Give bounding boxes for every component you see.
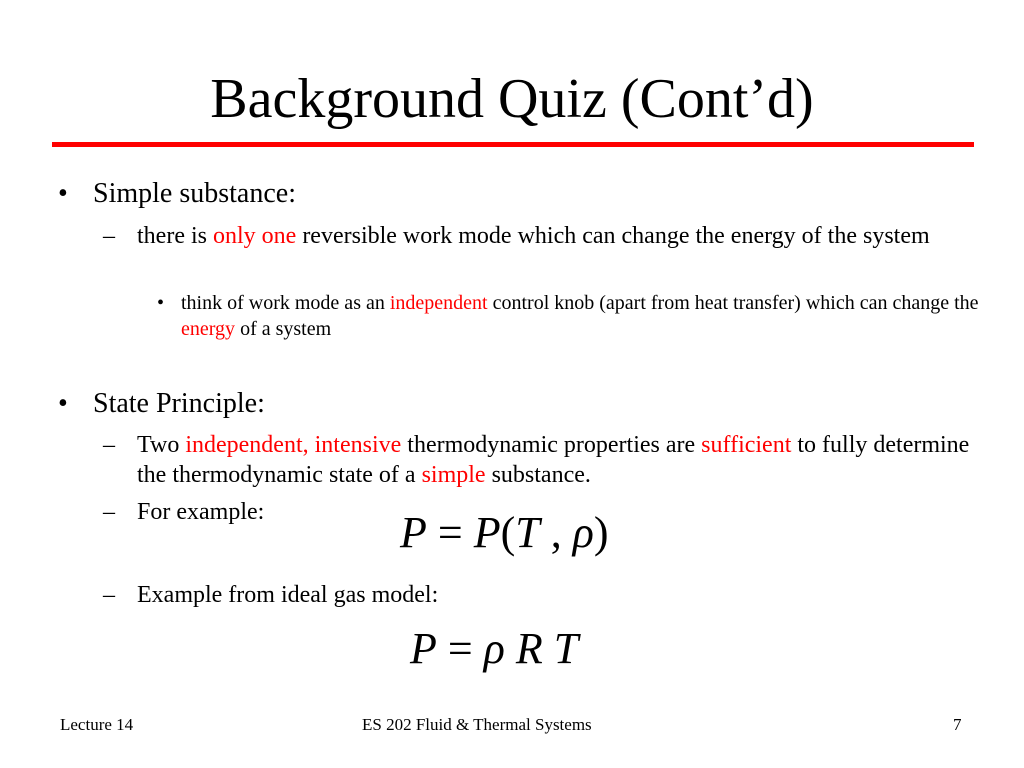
eq-symbol: T (515, 508, 540, 557)
equation-ideal-gas (410, 624, 578, 674)
subbullet-only-one (103, 221, 983, 251)
text-run: to fully determine the thermodynamic state of a (137, 432, 970, 488)
highlight-energy: energy (181, 318, 236, 340)
eq-operator: = (436, 624, 484, 673)
eq-symbol: P (410, 624, 437, 673)
eq-operator: = (426, 508, 474, 557)
eq-symbol: T (542, 624, 579, 673)
eq-symbol: P (400, 508, 427, 557)
eq-symbol: R (504, 624, 543, 673)
highlight-only-one: only one (212, 223, 297, 249)
subsubbullet-control-knob (157, 290, 987, 342)
footer-course: ES 202 Fluid & Thermal Systems (362, 715, 592, 734)
highlight-simple: simple (421, 462, 486, 488)
text-run: control knob (apart from heat transfer) which can change the (487, 292, 979, 314)
text-run: Two (137, 432, 186, 458)
dash-marker: – (103, 432, 115, 458)
dash-marker: – (103, 223, 115, 249)
text-run: there is (137, 223, 213, 249)
bullet-marker: • (58, 178, 68, 209)
highlight-independent-intensive: independent, intensive (185, 432, 402, 458)
eq-paren: ) (593, 508, 609, 557)
eq-symbol: P (473, 508, 501, 557)
title-underline (52, 142, 974, 147)
eq-paren: ( (500, 508, 516, 557)
text-run: of a system (235, 318, 332, 340)
dash-marker: – (103, 499, 115, 525)
subbullet-text: Example from ideal gas model: (137, 582, 439, 608)
text-run: reversible work mode which can change the energy of the system (296, 223, 930, 249)
bullet-text: Simple substance: (93, 178, 296, 209)
subbullet-text: For example: (137, 499, 265, 525)
slide-title: Background Quiz (Cont’d) (210, 68, 814, 130)
bullet-marker: • (58, 388, 68, 419)
dash-marker: – (103, 582, 115, 608)
subsubbullet-text (181, 290, 987, 342)
subbullet-text (137, 221, 983, 251)
text-run: thermodynamic properties are (401, 432, 702, 458)
subbullet-ideal-gas (103, 580, 983, 610)
eq-comma: , (539, 508, 573, 557)
subbullet-two-properties (103, 430, 983, 490)
highlight-independent: independent (389, 292, 488, 314)
eq-symbol: ρ (483, 624, 505, 673)
footer-page-number: 7 (953, 715, 962, 734)
bullet-marker: • (157, 292, 165, 314)
footer-lecture: Lecture 14 (60, 715, 134, 734)
eq-symbol: ρ (572, 508, 594, 557)
highlight-sufficient: sufficient (701, 432, 792, 458)
bullet-text: State Principle: (93, 388, 265, 419)
equation-p-of-t-rho (400, 508, 609, 558)
text-run: think of work mode as an (181, 292, 390, 314)
text-run: substance. (485, 462, 591, 488)
subbullet-text (137, 430, 983, 490)
